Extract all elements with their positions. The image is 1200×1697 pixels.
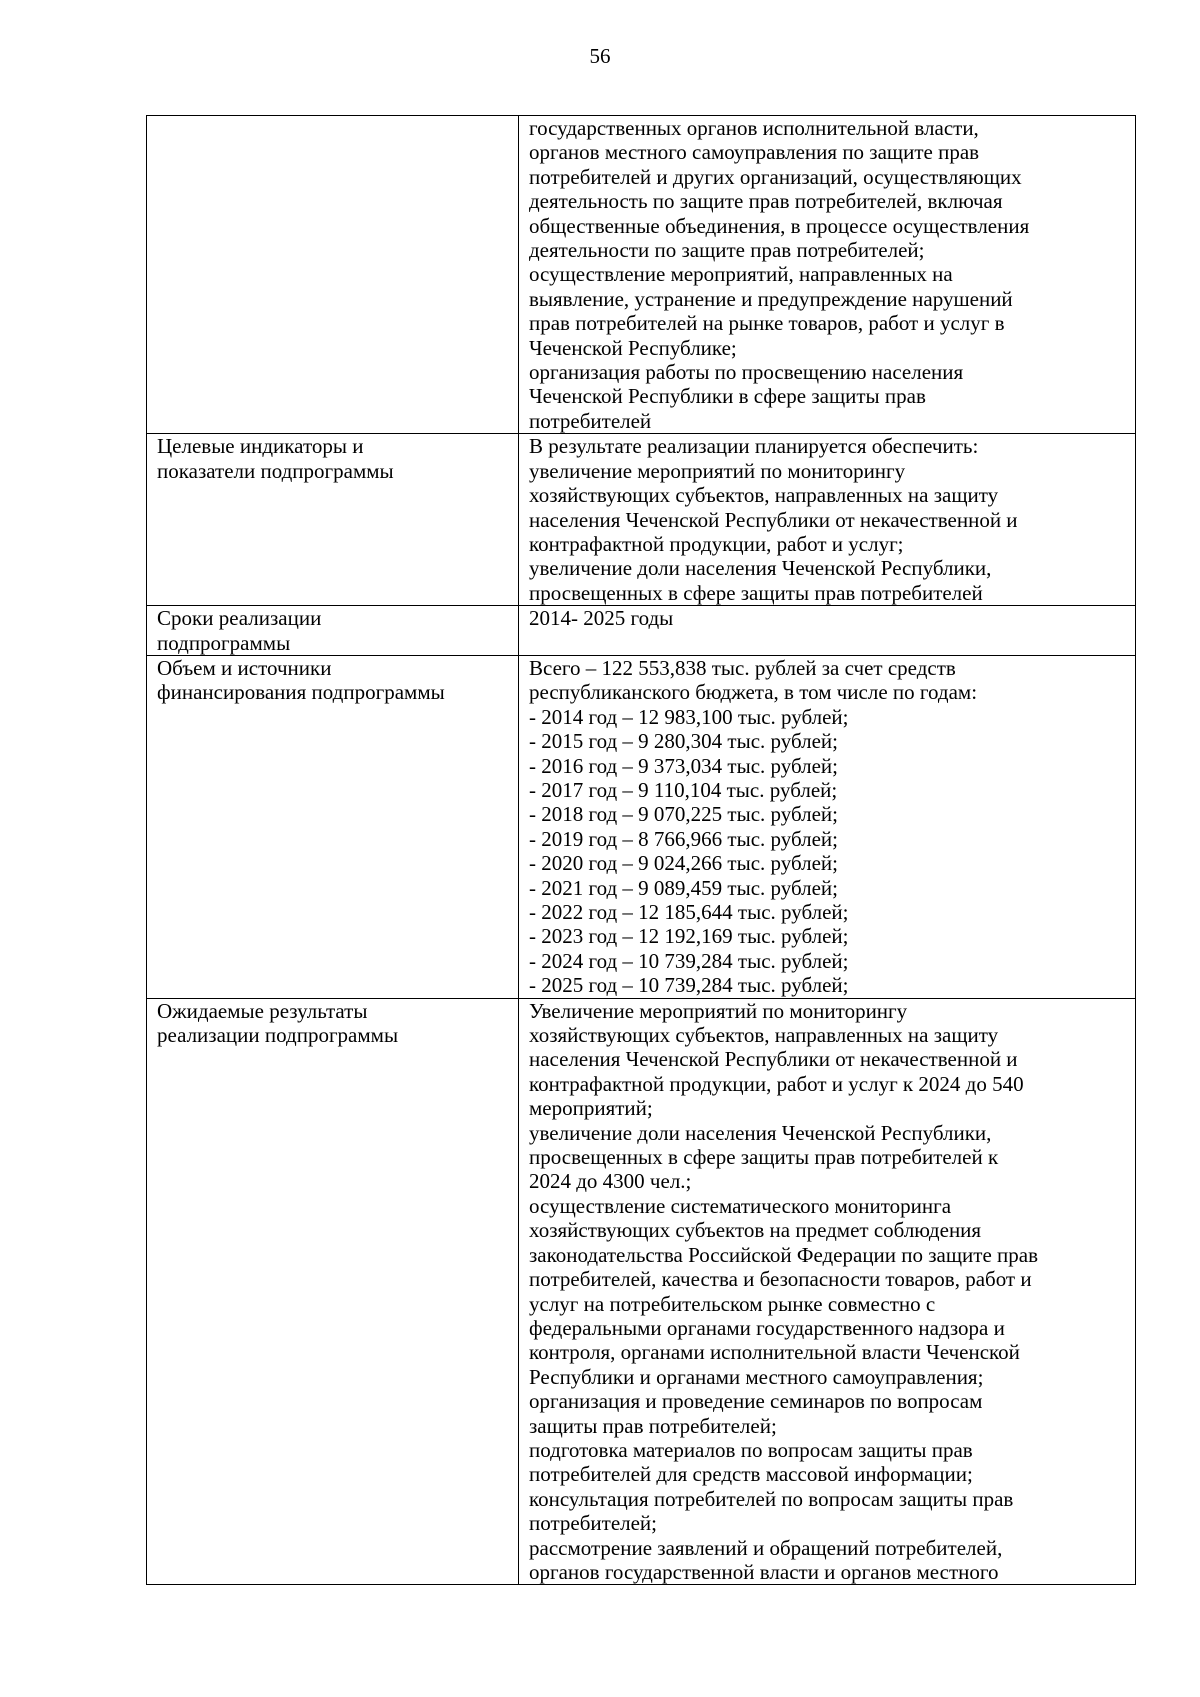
row-content-line: хозяйствующих субъектов, направленных на защиту <box>529 1023 999 1048</box>
row-content-line: населения Чеченской Республики от некачественной и <box>529 507 1018 532</box>
row-content-line: просвещенных в сфере защиты прав потребителей <box>529 580 983 605</box>
row-content-line: общественные объединения, в процессе осуществления <box>529 213 1030 238</box>
row-content-line: увеличение мероприятий по мониторингу <box>529 458 906 483</box>
row-content-line: потребителей, качества и безопасности товаров, работ и <box>529 1267 1032 1292</box>
row-label-line: Ожидаемые результаты <box>157 998 368 1023</box>
row-content-line: Чеченской Республике; <box>529 335 737 360</box>
row-content-line: организация работы по просвещению населения <box>529 360 964 385</box>
table-row <box>147 655 1136 998</box>
row-content-cell <box>519 998 1136 1585</box>
table-row <box>147 606 1136 656</box>
row-content-line: - 2018 год – 9 070,225 тыс. рублей; <box>529 802 839 827</box>
row-label-cell <box>147 434 519 606</box>
row-label-cell <box>147 655 519 998</box>
row-label-line: подпрограммы <box>157 630 291 655</box>
subprogram-passport-table <box>146 115 1136 1585</box>
row-content-line: - 2019 год – 8 766,966 тыс. рублей; <box>529 826 839 851</box>
row-content-line: - 2023 год – 12 192,169 тыс. рублей; <box>529 924 849 949</box>
row-content-line: прав потребителей на рынке товаров, работ и услуг в <box>529 311 1005 336</box>
row-content-line: деятельность по защите прав потребителей, включая <box>529 189 1003 214</box>
row-content-line: органов местного самоуправления по защите прав <box>529 140 980 165</box>
page-number: 56 <box>589 44 611 68</box>
row-label-cell <box>147 606 519 656</box>
row-content-line: - 2017 год – 9 110,104 тыс. рублей; <box>529 777 838 802</box>
row-content-line: 2024 до 4300 чел.; <box>529 1169 692 1194</box>
passport-table-body <box>147 116 1136 1585</box>
row-content-line: - 2016 год – 9 373,034 тыс. рублей; <box>529 753 839 778</box>
row-content-cell <box>519 434 1136 606</box>
row-content-cell <box>519 655 1136 998</box>
row-label-line: показатели подпрограммы <box>157 458 394 483</box>
row-content-line: защиты прав потребителей; <box>529 1413 777 1438</box>
row-content-line: увеличение доли населения Чеченской Республики, <box>529 556 992 581</box>
row-content-line: республиканского бюджета, в том числе по годам: <box>529 680 978 705</box>
row-content-line: 2014- 2025 годы <box>529 606 674 631</box>
row-content-line: контроля, органами исполнительной власти Чеченской <box>529 1340 1020 1365</box>
row-label-cell <box>147 998 519 1585</box>
row-content-line: населения Чеченской Республики от некачественной и <box>529 1047 1018 1072</box>
row-content-line: потребителей и других организаций, осуществляющих <box>529 164 1022 189</box>
row-content-line: хозяйствующих субъектов на предмет соблюдения <box>529 1218 982 1243</box>
row-content-line: организация и проведение семинаров по вопросам <box>529 1389 983 1414</box>
row-label-line: реализации подпрограммы <box>157 1023 399 1048</box>
row-content-line: государственных органов исполнительной власти, <box>529 116 979 140</box>
row-content-line: выявление, устранение и предупреждение нарушений <box>529 286 1013 311</box>
row-content-line: - 2021 год – 9 089,459 тыс. рублей; <box>529 875 839 900</box>
row-content-cell <box>519 606 1136 656</box>
row-content-line: контрафактной продукции, работ и услуг к 2024 до 540 <box>529 1071 1024 1096</box>
row-content-line: осуществление мероприятий, направленных на <box>529 262 953 287</box>
row-content-line: хозяйствующих субъектов, направленных на защиту <box>529 483 999 508</box>
row-content-line: потребителей <box>529 408 652 433</box>
row-content-line: просвещенных в сфере защиты прав потребителей к <box>529 1145 999 1170</box>
row-content-line: В результате реализации планируется обеспечить: <box>529 434 979 459</box>
row-content-line: федеральными органами государственного надзора и <box>529 1315 1005 1340</box>
row-content-line: рассмотрение заявлений и обращений потребителей, <box>529 1535 1003 1560</box>
row-content-line: деятельности по защите прав потребителей; <box>529 238 925 263</box>
row-content-line: законодательства Российской Федерации по защите прав <box>529 1242 1039 1267</box>
row-content-cell <box>519 116 1136 434</box>
row-content-line: консультация потребителей по вопросам защиты прав <box>529 1486 1014 1511</box>
row-label-line: Объем и источники <box>157 655 332 680</box>
row-content-line: увеличение доли населения Чеченской Республики, <box>529 1120 992 1145</box>
row-content-line: услуг на потребительском рынке совместно с <box>529 1291 936 1316</box>
row-content-line: - 2024 год – 10 739,284 тыс. рублей; <box>529 948 849 973</box>
row-content-line: мероприятий; <box>529 1096 653 1121</box>
row-content-line: - 2014 год – 12 983,100 тыс. рублей; <box>529 704 849 729</box>
row-content-line: - 2020 год – 9 024,266 тыс. рублей; <box>529 851 839 876</box>
row-content-line: - 2022 год – 12 185,644 тыс. рублей; <box>529 900 849 924</box>
row-content-line: Всего – 122 553,838 тыс. рублей за счет средств <box>529 655 956 680</box>
row-label-line: финансирования подпрограммы <box>157 680 445 705</box>
row-content-line: Чеченской Республики в сфере защиты прав <box>529 384 926 409</box>
row-label-cell <box>147 116 519 434</box>
row-label-line: Сроки реализации <box>157 606 322 631</box>
row-content-line: осуществление систематического мониторинга <box>529 1193 952 1218</box>
row-content-line: органов государственной власти и органов местного <box>529 1559 999 1584</box>
row-content-line: - 2015 год – 9 280,304 тыс. рублей; <box>529 729 839 754</box>
row-content-line: потребителей для средств массовой информации; <box>529 1462 973 1487</box>
table-row <box>147 116 1136 434</box>
row-content-line: потребителей; <box>529 1511 658 1536</box>
row-label-line: Целевые индикаторы и <box>157 434 364 459</box>
row-content-line: подготовка материалов по вопросам защиты прав <box>529 1437 973 1462</box>
row-content-line: - 2025 год – 10 739,284 тыс. рублей; <box>529 973 849 998</box>
table-row <box>147 434 1136 606</box>
row-content-line: Увеличение мероприятий по мониторингу <box>529 998 908 1023</box>
row-content-line: контрафактной продукции, работ и услуг; <box>529 531 904 556</box>
table-row <box>147 998 1136 1585</box>
row-content-line: Республики и органами местного самоуправления; <box>529 1364 984 1389</box>
